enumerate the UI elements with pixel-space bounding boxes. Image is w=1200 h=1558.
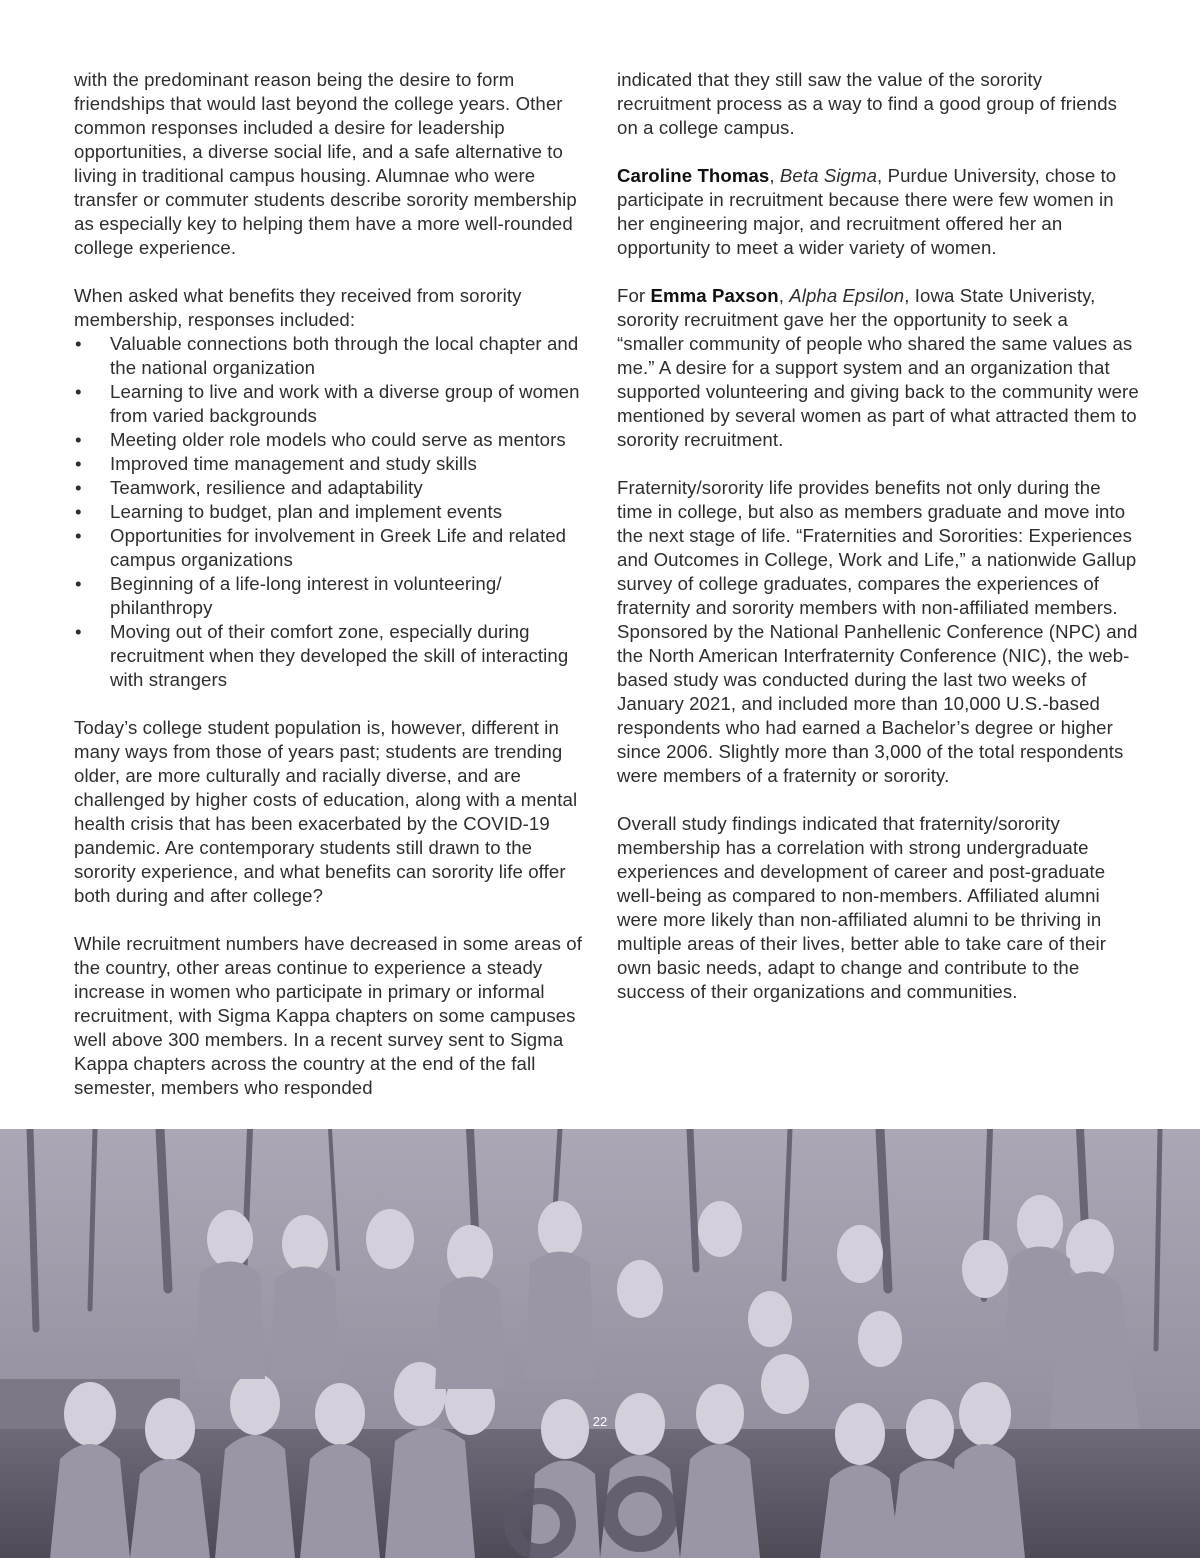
list-item: • Improved time management and study skills [74,452,594,476]
list-item: • Learning to budget, plan and implement events [74,500,594,524]
paragraph-reasons: with the predominant reason being the desire to form friendships that would last beyond the college years. Other common responses included a desire for leadership opportunities, a diverse social life, and a safe alternative to living in traditional campus housing. Alumnae who were transfer or commuter students describe sorority membership as especially key to helping them have a more well-rounded college experience. [74,69,577,258]
paragraph-gallup-survey: Fraternity/sorority life provides benefits not only during the time in college, but also as members graduate and move into the next stage of life. “Fraternities and Sororities: Experiences and Outcomes in College, Work and Life,” a nationwide Gallup survey of college graduates, compares the experiences of fraternity and sorority members with non-affiliated members. Sponsored by the National Panhellenic Conference (NPC) and the North American Interfraternity Conference (NIC), the web-based study was conducted during the last two weeks of January 2021, and included more than 10,000 U.S.-based respondents who had earned a Bachelor’s degree or higher since 2006. Slightly more than 3,000 of the total respondents were members of a fraternity or sorority. [617,477,1138,786]
list-item: • Meeting older role models who could serve as mentors [74,428,594,452]
member-name: Caroline Thomas [617,165,770,186]
separator: , [778,285,790,306]
chapter-name: Beta Sigma [779,165,878,186]
paragraph-study-findings: Overall study findings indicated that fraternity/sorority membership has a correlation with strong undergraduate experiences and development of career and post-graduate well-being as compared to non-members. Affiliated alumni were more likely than non-affiliated alumni to be thriving in multiple areas of their lives, better able to take care of their own basic needs, adapt to change and contribute to the success of their organizations and communities. [617,813,1107,1002]
list-item: • Beginning of a life-long interest in volunteering/ philanthropy [74,572,594,620]
lead-text: For [617,285,651,306]
paragraph-caroline-thomas [617,164,1139,260]
left-column [74,68,594,1124]
paragraph-emma-paxson [617,284,1139,452]
group-photo-illustration [0,1129,1200,1558]
member-name: Emma Paxson [650,285,779,306]
right-column [617,68,1139,1028]
paragraph-text: , Iowa State Univeristy, sorority recruitment gave her the opportunity to seek a “smaller community of people who shared the same values as me.” A desire for a support system and an organization that supported volunteering and giving back to the community were mentioned by several women as part of what attracted them to sorority recruitment. [617,285,1139,450]
list-item: • Learning to live and work with a diverse group of women from varied backgrounds [74,380,594,428]
benefits-list [74,332,594,692]
paragraph-recruitment-numbers: While recruitment numbers have decreased in some areas of the country, other areas continue to experience a steady increase in women who participate in primary or informal recruitment, with Sigma Kappa chapters on some campuses well above 300 members. In a recent survey sent to Sigma Kappa chapters across the country at the end of the fall semester, members who responded [74,933,582,1098]
separator: , [769,165,780,186]
list-item: • Valuable connections both through the local chapter and the national organization [74,332,594,380]
list-item: • Opportunities for involvement in Greek Life and related campus organizations [74,524,594,572]
group-photo [0,1129,1200,1558]
chapter-name: Alpha Epsilon [789,285,905,306]
paragraph-benefits-intro: When asked what benefits they received from sorority membership, responses included: [74,285,522,330]
page-number: 22 [592,1414,608,1429]
list-item: • Moving out of their comfort zone, especially during recruitment when they developed the skill of interacting with strangers [74,620,594,692]
list-item: • Teamwork, resilience and adaptability [74,476,594,500]
paragraph-recruitment-value: indicated that they still saw the value of the sorority recruitment process as a way to find a good group of friends on a college campus. [617,69,1118,138]
paragraph-text: , Purdue University, chose to participate in recruitment because there were few women in her engineering major, and recruitment offered her an opportunity to meet a wider variety of women. [617,165,1117,258]
paragraph-student-population: Today’s college student population is, however, different in many ways from those of years past; students are trending older, are more culturally and racially diverse, and are challenged by higher costs of education, along with a mental health crisis that has been exacerbated by the COVID-19 pandemic. Are contemporary students still drawn to the sorority experience, and what benefits can sorority life offer both during and after college? [74,717,578,906]
